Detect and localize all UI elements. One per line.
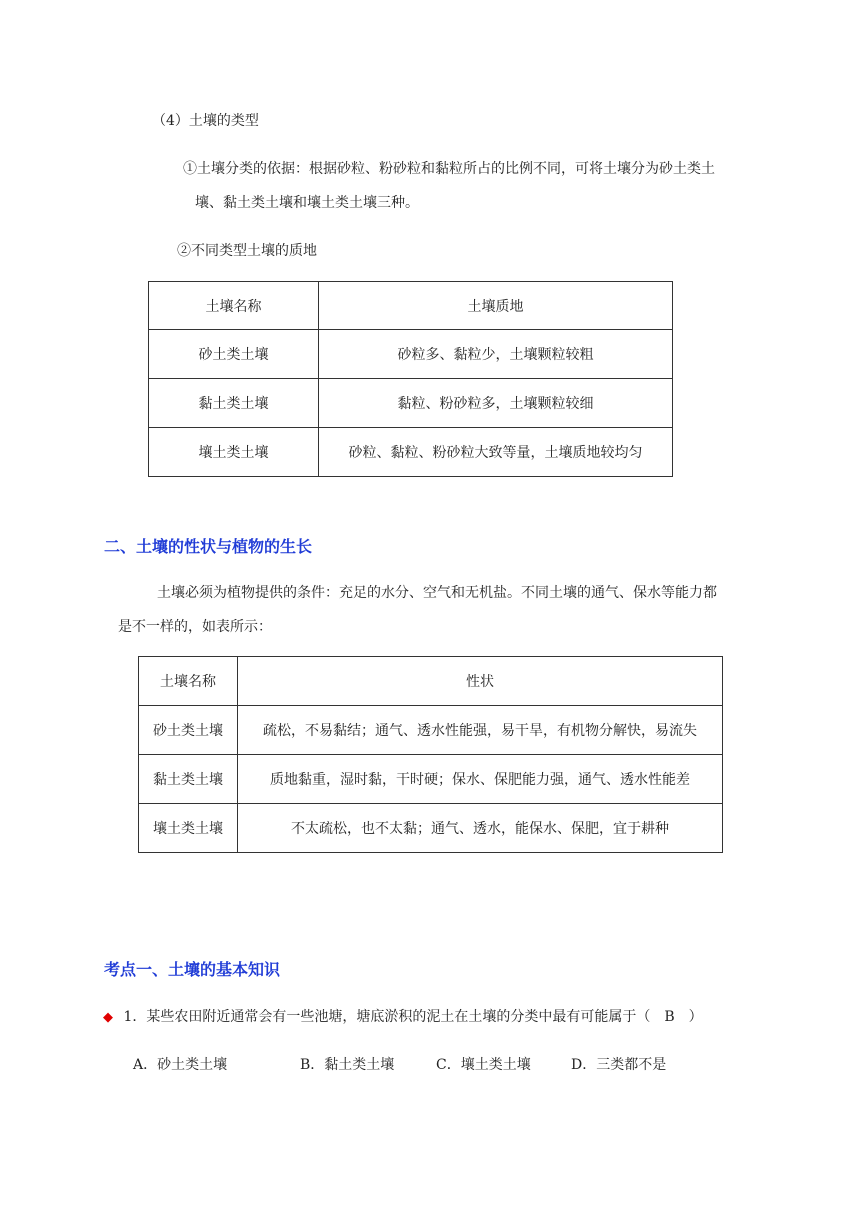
soil-name-cell: 砂土类土壤 xyxy=(139,706,238,755)
soil-name-cell: 黏土类土壤 xyxy=(139,755,238,804)
section-heading-soil-properties: 二、土壤的性状与植物的生长 xyxy=(104,537,313,556)
table-row xyxy=(139,804,723,853)
table-header-row xyxy=(139,657,723,706)
soil-texture-cell: 砂粒、黏粒、粉砂粒大致等量，土壤质地较均匀 xyxy=(319,428,673,477)
table-header-row xyxy=(149,282,673,330)
option-b: B．黏土类土壤 xyxy=(300,1057,395,1073)
texture-subheading: ②不同类型土壤的质地 xyxy=(177,243,317,259)
table-row xyxy=(149,428,673,477)
soil-property-cell: 质地黏重，湿时黏，干时硬；保水、保肥能力强，通气、透水性能差 xyxy=(238,755,723,804)
table-header-cell: 土壤名称 xyxy=(139,657,238,706)
soil-properties-table xyxy=(138,656,723,853)
table-header-cell: 土壤质地 xyxy=(319,282,673,330)
option-a: A．砂土类土壤 xyxy=(133,1057,228,1073)
soil-property-cell: 不太疏松，也不太黏；通气、透水，能保水、保肥，宜于耕种 xyxy=(238,804,723,853)
soil-name-cell: 壤土类土壤 xyxy=(139,804,238,853)
table-row xyxy=(139,706,723,755)
soil-name-cell: 壤土类土壤 xyxy=(149,428,319,477)
option-d: D．三类都不是 xyxy=(571,1057,667,1073)
soil-texture-table xyxy=(148,281,673,477)
classification-basis-line1: ①土壤分类的依据：根据砂粒、粉砂粒和黏粒所占的比例不同，可将土壤分为砂土类土 xyxy=(183,161,715,177)
classification-basis-line2: 壤、黏土类土壤和壤土类土壤三种。 xyxy=(195,195,419,211)
question-text: 1．某些农田附近通常会有一些池塘，塘底淤积的泥土在土壤的分类中最有可能属于（ B ） xyxy=(123,1009,703,1025)
table-row xyxy=(149,379,673,428)
exam-point-heading: 考点一、土壤的基本知识 xyxy=(104,960,281,979)
table-header-cell: 性状 xyxy=(238,657,723,706)
section-heading-soil-types: （4）土壤的类型 xyxy=(152,113,259,129)
table-row xyxy=(149,330,673,379)
soil-name-cell: 黏土类土壤 xyxy=(149,379,319,428)
properties-paragraph-line2: 是不一样的，如表所示： xyxy=(118,619,272,635)
soil-texture-cell: 黏粒、粉砂粒多，土壤颗粒较细 xyxy=(319,379,673,428)
option-c: C．壤土类土壤 xyxy=(436,1057,531,1073)
soil-name-cell: 砂土类土壤 xyxy=(149,330,319,379)
diamond-marker-icon: ◆ xyxy=(103,1010,113,1025)
table-row xyxy=(139,755,723,804)
properties-paragraph-line1: 土壤必须为植物提供的条件：充足的水分、空气和无机盐。不同土壤的通气、保水等能力都 xyxy=(157,585,717,601)
soil-property-cell: 疏松，不易黏结；通气、透水性能强，易干旱，有机物分解快，易流失 xyxy=(238,706,723,755)
soil-texture-cell: 砂粒多、黏粒少，土壤颗粒较粗 xyxy=(319,330,673,379)
table-header-cell: 土壤名称 xyxy=(149,282,319,330)
question-1 xyxy=(103,1006,703,1026)
